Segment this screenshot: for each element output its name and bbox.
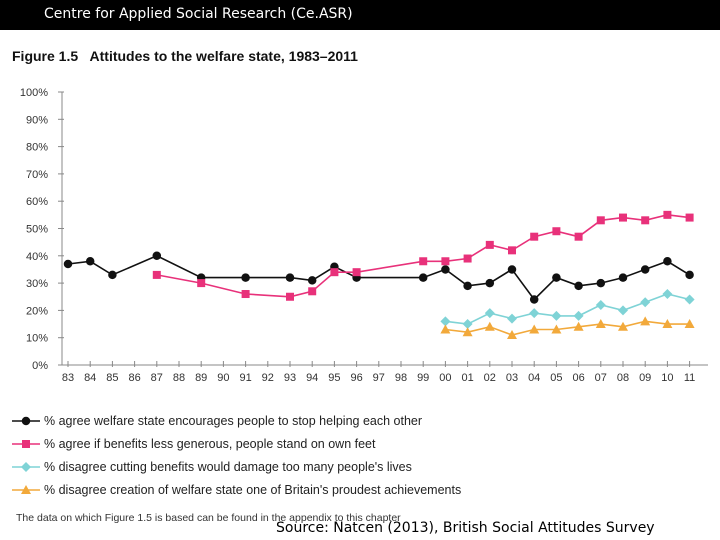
x-tick-label: 92 bbox=[261, 372, 274, 384]
x-tick-label: 05 bbox=[550, 372, 563, 384]
data-point bbox=[441, 265, 450, 274]
data-point bbox=[419, 257, 427, 265]
legend-label: % agree if benefits less generous, people stand on own feet bbox=[44, 436, 376, 451]
y-tick-label: 20% bbox=[25, 305, 48, 318]
x-tick-label: 83 bbox=[61, 372, 75, 384]
x-tick-label: 87 bbox=[150, 372, 163, 384]
data-point bbox=[64, 260, 73, 269]
legend-item bbox=[12, 455, 461, 478]
data-point bbox=[686, 214, 694, 222]
data-point bbox=[641, 216, 649, 224]
data-point bbox=[197, 279, 205, 287]
data-point bbox=[685, 294, 695, 304]
header-title: Centre for Applied Social Research (Ce.ASR) bbox=[44, 6, 353, 22]
data-point bbox=[486, 279, 495, 288]
data-point bbox=[663, 211, 671, 219]
data-point bbox=[619, 214, 627, 222]
data-point bbox=[507, 314, 517, 324]
data-point bbox=[464, 255, 472, 263]
data-point bbox=[575, 233, 583, 241]
figure-number: Figure 1.5 bbox=[12, 48, 79, 64]
data-point bbox=[574, 282, 583, 291]
series-line bbox=[157, 215, 690, 297]
data-point bbox=[308, 276, 317, 285]
data-point bbox=[641, 265, 650, 274]
data-point bbox=[552, 227, 560, 235]
x-tick-label: 94 bbox=[306, 372, 319, 384]
data-point bbox=[618, 305, 628, 315]
data-point bbox=[440, 325, 450, 334]
x-tick-label: 95 bbox=[328, 372, 341, 384]
data-point bbox=[153, 271, 161, 279]
legend-swatch-icon bbox=[12, 414, 40, 428]
data-point bbox=[286, 273, 295, 282]
legend-item bbox=[12, 478, 461, 501]
legend-label: % disagree cutting benefits would damage too many people's lives bbox=[44, 459, 412, 474]
data-point bbox=[441, 257, 449, 265]
x-tick-label: 90 bbox=[217, 372, 230, 384]
y-tick-label: 30% bbox=[25, 278, 48, 291]
figure-note: The data on which Figure 1.5 is based can be found in the appendix to this chapter bbox=[16, 512, 401, 524]
x-tick-label: 03 bbox=[505, 372, 519, 384]
x-tick-label: 86 bbox=[128, 372, 141, 384]
data-point bbox=[663, 257, 672, 266]
y-tick-label: 50% bbox=[25, 223, 48, 236]
data-point bbox=[619, 273, 628, 282]
x-tick-label: 84 bbox=[84, 372, 97, 384]
x-tick-label: 99 bbox=[417, 372, 430, 384]
data-point bbox=[508, 265, 517, 274]
legend-swatch-icon bbox=[12, 460, 40, 474]
data-point bbox=[153, 252, 162, 260]
series-line bbox=[445, 321, 689, 335]
data-point bbox=[596, 319, 606, 328]
x-tick-label: 88 bbox=[172, 372, 186, 384]
data-point bbox=[597, 279, 606, 288]
legend-label: % disagree creation of welfare state one of Britain's proudest achievements bbox=[44, 482, 462, 497]
data-point bbox=[552, 273, 561, 282]
y-tick-label: 90% bbox=[25, 114, 48, 127]
data-point bbox=[308, 287, 316, 295]
y-tick-label: 40% bbox=[25, 250, 48, 263]
x-tick-label: 09 bbox=[639, 372, 652, 384]
y-tick-label: 10% bbox=[25, 332, 48, 345]
data-point bbox=[463, 282, 472, 291]
chart-legend bbox=[12, 409, 461, 501]
legend-item bbox=[12, 432, 461, 455]
figure-title-text: Attitudes to the welfare state, 1983–2011 bbox=[89, 48, 358, 64]
y-tick-label: 100% bbox=[19, 87, 48, 99]
legend-item bbox=[12, 409, 461, 432]
y-tick-label: 70% bbox=[25, 168, 48, 181]
x-tick-label: 98 bbox=[394, 372, 408, 384]
x-tick-label: 07 bbox=[594, 372, 607, 384]
data-point bbox=[574, 311, 584, 321]
data-point bbox=[596, 300, 606, 310]
y-tick-label: 80% bbox=[25, 141, 48, 154]
data-point bbox=[353, 268, 361, 276]
x-tick-label: 10 bbox=[661, 372, 674, 384]
series-line bbox=[68, 256, 690, 300]
data-point bbox=[551, 311, 561, 321]
data-point bbox=[662, 289, 672, 299]
data-point bbox=[108, 271, 117, 280]
x-tick-label: 91 bbox=[239, 372, 252, 384]
data-point bbox=[242, 290, 250, 298]
x-tick-label: 02 bbox=[483, 372, 496, 384]
x-tick-label: 00 bbox=[439, 372, 452, 384]
data-point bbox=[486, 241, 494, 249]
data-point bbox=[330, 268, 338, 276]
data-point bbox=[530, 295, 539, 304]
data-point bbox=[530, 233, 538, 241]
x-tick-label: 06 bbox=[572, 372, 585, 384]
x-tick-label: 08 bbox=[616, 372, 630, 384]
data-point bbox=[419, 273, 428, 282]
data-point bbox=[485, 308, 495, 318]
y-tick-label: 60% bbox=[25, 196, 48, 209]
x-tick-label: 89 bbox=[195, 372, 208, 384]
legend-swatch-icon bbox=[12, 483, 40, 497]
series-line bbox=[445, 294, 689, 324]
x-tick-label: 01 bbox=[461, 372, 474, 384]
legend-label: % agree welfare state encourages people to stop helping each other bbox=[44, 413, 423, 428]
x-tick-label: 96 bbox=[350, 372, 363, 384]
x-tick-label: 04 bbox=[528, 372, 541, 384]
data-point bbox=[685, 271, 694, 280]
data-point bbox=[22, 440, 30, 448]
y-tick-label: 0% bbox=[32, 360, 48, 372]
data-point bbox=[286, 293, 294, 301]
x-tick-label: 85 bbox=[106, 372, 119, 384]
data-point bbox=[529, 308, 539, 318]
data-point bbox=[508, 246, 516, 254]
legend-swatch-icon bbox=[12, 437, 40, 451]
data-point bbox=[22, 416, 31, 425]
data-point bbox=[485, 322, 495, 331]
data-point bbox=[86, 257, 95, 266]
data-point bbox=[21, 462, 31, 472]
data-point bbox=[597, 216, 605, 224]
data-point bbox=[640, 297, 650, 307]
x-tick-label: 97 bbox=[372, 372, 385, 384]
data-point bbox=[241, 273, 250, 282]
x-tick-label: 11 bbox=[683, 372, 696, 384]
data-point bbox=[640, 316, 650, 325]
source-caption: Source: Natcen (2013), British Social Attitudes Survey bbox=[276, 520, 655, 536]
x-tick-label: 93 bbox=[283, 372, 297, 384]
